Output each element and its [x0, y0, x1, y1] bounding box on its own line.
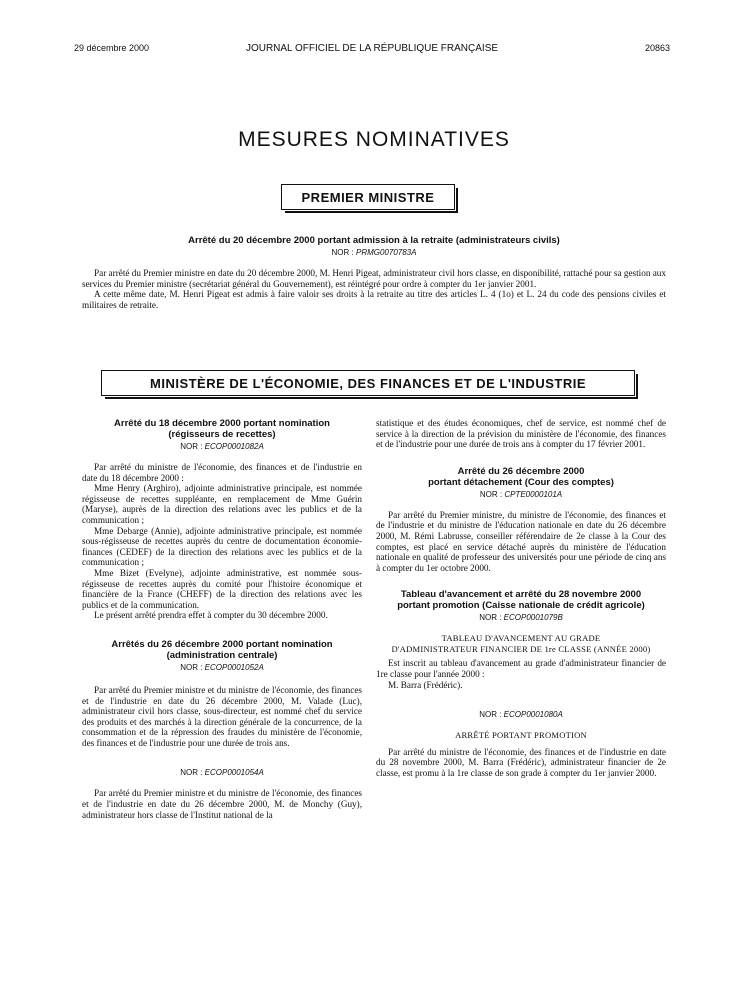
article-paragraph: Mme Henry (Arghiro), adjointe administrative principale, est nommée régisseuse de recettes suppléante, en remplacement de Mme Guérin (Maryse), auprès de la direction des relations avec les publics et de la communication ; [82, 483, 362, 525]
section-title-premier-ministre: PREMIER MINISTRE [281, 184, 455, 210]
article-paragraph: Par arrêté du ministre de l'économie, des finances et de l'industrie en date du 18 décembre 2000 : [82, 462, 362, 483]
nor-reference: NOR : ECOP0001052A [180, 662, 264, 672]
subheading: D'ADMINISTRATEUR FINANCIER DE 1re CLASSE (ANNÉE 2000) [391, 643, 651, 654]
nor-reference: NOR : ECOP0001080A [479, 710, 563, 720]
article-title: Arrêté du 26 décembre 2000 [457, 465, 585, 477]
article-title: Arrêté du 18 décembre 2000 portant nomination [114, 418, 330, 429]
article-title: portant promotion (Caisse nationale de crédit agricole) [397, 600, 645, 612]
nor-reference: NOR : ECOP0001079B [479, 613, 563, 623]
article-pm-retraite [82, 235, 666, 310]
article-paragraph: Le présent arrêté prendra effet à compter du 30 décembre 2000. [94, 610, 328, 621]
article-paragraph: A cette même date, M. Henri Pigeat est admis à faire valoir ses droits à la retraite au titre des articles L. 4 (1o) et L. 24 du code des pensions civiles et militaires de retraite. [82, 289, 666, 310]
nor-reference: NOR : ECOP0001082A [180, 442, 264, 451]
article-paragraph: Est inscrit au tableau d'avancement au grade d'administrateur financier de 1re classe pour l'année 2000 : [376, 658, 666, 679]
article-paragraph: Par arrêté du Premier ministre et du ministre de l'économie, des finances et de l'industrie en date du 26 décembre 2000, M. de Monchy (Guy), administrateur hors classe de l'Institut national de la [82, 788, 362, 820]
article-paragraph: Par arrêté du Premier ministre, du ministre de l'économie, des finances et de l'industrie et du ministre de l'éducation nationale en date du 26 décembre 2000, M. Rémi Labrusse, conseiller référendaire de 2e classe à la Cour des comptes, est placé en service détaché auprès du ministère de l'éducation nationale en qualité de professeur des universités pour une période de cinq ans à compter du 1er octobre 2000. [376, 509, 666, 573]
nor-reference: NOR : PRMG0070783A [331, 248, 417, 257]
article-title: (administration centrale) [166, 649, 278, 661]
article-title: Arrêté du 20 décembre 2000 portant admission à la retraite (administrateurs civils) [188, 235, 560, 246]
nor-reference: NOR : CPTE0000101A [479, 489, 563, 499]
left-column [82, 418, 362, 820]
main-title: MESURES NOMINATIVES [238, 128, 510, 151]
right-column [376, 418, 666, 778]
nor-reference: NOR : ECOP0001054A [180, 768, 264, 778]
header-journal-title: JOURNAL OFFICIEL DE LA RÉPUBLIQUE FRANÇAISE [245, 43, 499, 54]
header-date: 29 décembre 2000 [74, 43, 150, 53]
article-paragraph-continuation: statistique et des études économiques, chef de service, est nommé chef de service à la direction de la prévision du ministère de l'économie, des finances et de l'industrie pour une durée de trois ans à compter du 17 février 2001. [376, 418, 666, 450]
section-title-minefi: MINISTÈRE DE L'ÉCONOMIE, DES FINANCES ET DE L'INDUSTRIE [101, 370, 635, 396]
article-title: Tableau d'avancement et arrêté du 28 novembre 2000 [400, 589, 642, 601]
subheading: ARRÊTÉ PORTANT PROMOTION [455, 730, 587, 741]
article-paragraph: Par arrêté du Premier ministre en date du 20 décembre 2000, M. Henri Pigeat, administrateur civil hors classe, en disponibilité, rattaché pour sa gestion aux services du Premier ministre (secrétariat général du Gouvernement), est réintégré pour ordre à compter du 1er janvier 2001. [82, 268, 666, 289]
article-title: portant détachement (Cour des comptes) [428, 476, 614, 488]
article-title: (régisseurs de recettes) [168, 429, 276, 440]
article-paragraph: Par arrêté du ministre de l'économie, des finances et de l'industrie en date du 28 novembre 2000, M. Barra (Frédéric), administrateur financier de 2e classe, est promu à la 1re classe de son grade à compter du 1er janvier 2000. [376, 746, 666, 778]
subheading: TABLEAU D'AVANCEMENT AU GRADE [441, 633, 601, 644]
page-header [74, 43, 670, 57]
article-paragraph: M. Barra (Frédéric). [388, 679, 463, 690]
article-paragraph: Mme Debarge (Annie), adjointe administrative principale, est nommée sous-régisseuse de recettes auprès du centre de documentation économie-finances (CEDEF) de la direction des relations avec les publics et de la communication ; [82, 525, 362, 568]
article-paragraph: Par arrêté du Premier ministre et du ministre de l'économie, des finances et de l'industrie en date du 26 décembre 2000, M. Valade (Luc), administrateur civil hors classe, sous-directeur, est nommé chef du service des produits et des marchés à la direction générale de la concurrence, de la consommation et de la répression des fraudes du ministère de l'économie, des finances et de l'industrie pour une durée de trois ans. [82, 684, 362, 748]
article-title: Arrêtés du 26 décembre 2000 portant nomination [111, 638, 333, 650]
article-paragraph: Mme Bizet (Evelyne), adjointe administrative, est nommée sous-régisseuse de recettes auprès du comité pour l'histoire économique et financière de la France (CHEFF) de la direction des relations avec les publics et de la communication. [82, 567, 362, 610]
header-page-number: 20863 [644, 43, 670, 53]
